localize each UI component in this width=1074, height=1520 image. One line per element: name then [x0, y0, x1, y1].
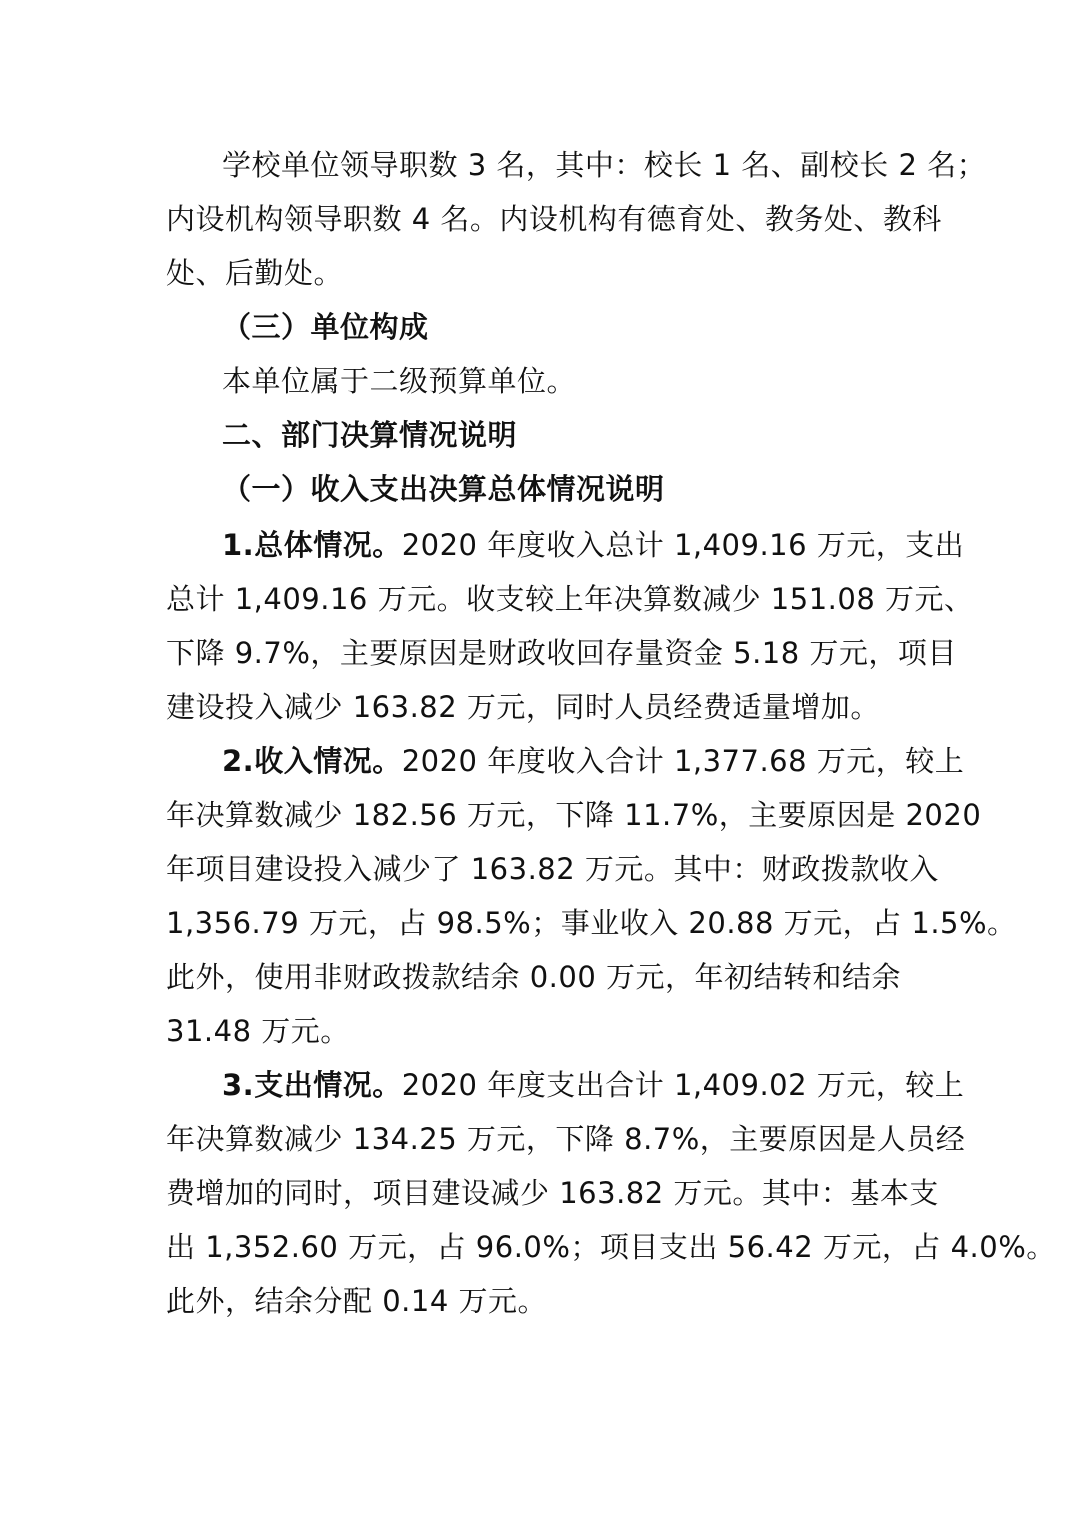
income-paragraph-line-3: 年项目建设投入减少了 163.82 万元。其中：财政拨款收入: [166, 852, 939, 886]
expense-paragraph-line-1: [222, 1065, 964, 1105]
income-expense-summary-heading: （一）收入支出决算总体情况说明: [222, 472, 665, 506]
expense-lead: 3.支出情况。: [222, 1068, 402, 1102]
income-paragraph-line-5: 此外，使用非财政拨款结余 0.00 万元，年初结转和结余: [166, 960, 902, 994]
income-paragraph-line-2: 年决算数减少 182.56 万元，下降 11.7%，主要原因是 2020: [166, 798, 982, 832]
expense-paragraph-line-3: 费增加的同时，项目建设减少 163.82 万元。其中：基本支: [166, 1176, 939, 1210]
overall-paragraph-line-3: 下降 9.7%，主要原因是财政收回存量资金 5.18 万元，项目: [166, 636, 957, 670]
overall-lead: 1.总体情况。: [222, 528, 402, 562]
overall-paragraph-line-1: [222, 525, 964, 565]
expense-line-1-text: 2020 年度支出合计 1,409.02 万元，较上: [401, 1068, 965, 1102]
expense-paragraph-line-5: 此外，结余分配 0.14 万元。: [166, 1284, 548, 1318]
income-lead: 2.收入情况。: [222, 744, 402, 778]
income-paragraph-line-4: 1,356.79 万元，占 98.5%；事业收入 20.88 万元，占 1.5%。: [166, 906, 1017, 940]
unit-structure-text: 本单位属于二级预算单位。: [222, 364, 577, 398]
expense-paragraph-line-4: 出 1,352.60 万元，占 96.0%；项目支出 56.42 万元，占 4.0%。: [166, 1230, 1056, 1264]
overall-line-1-text: 2020 年度收入总计 1,409.16 万元，支出: [401, 528, 965, 562]
expense-paragraph-line-2: 年决算数减少 134.25 万元，下降 8.7%，主要原因是人员经: [166, 1122, 966, 1156]
section-two-heading: 二、部门决算情况说明: [222, 418, 518, 452]
unit-structure-heading: （三）单位构成: [222, 310, 429, 344]
leadership-paragraph-line-1: 学校单位领导职数 3 名，其中：校长 1 名、副校长 2 名；: [222, 148, 987, 182]
income-paragraph-line-6: 31.48 万元。: [166, 1014, 350, 1048]
income-paragraph-line-1: [222, 741, 964, 781]
overall-paragraph-line-4: 建设投入减少 163.82 万元，同时人员经费适量增加。: [166, 690, 880, 724]
leadership-paragraph-line-2: 内设机构领导职数 4 名。内设机构有德育处、教务处、教科: [166, 202, 942, 236]
overall-paragraph-line-2: 总计 1,409.16 万元。收支较上年决算数减少 151.08 万元、: [166, 582, 974, 616]
leadership-paragraph-line-3: 处、后勤处。: [166, 256, 344, 290]
income-line-1-text: 2020 年度收入合计 1,377.68 万元，较上: [401, 744, 965, 778]
